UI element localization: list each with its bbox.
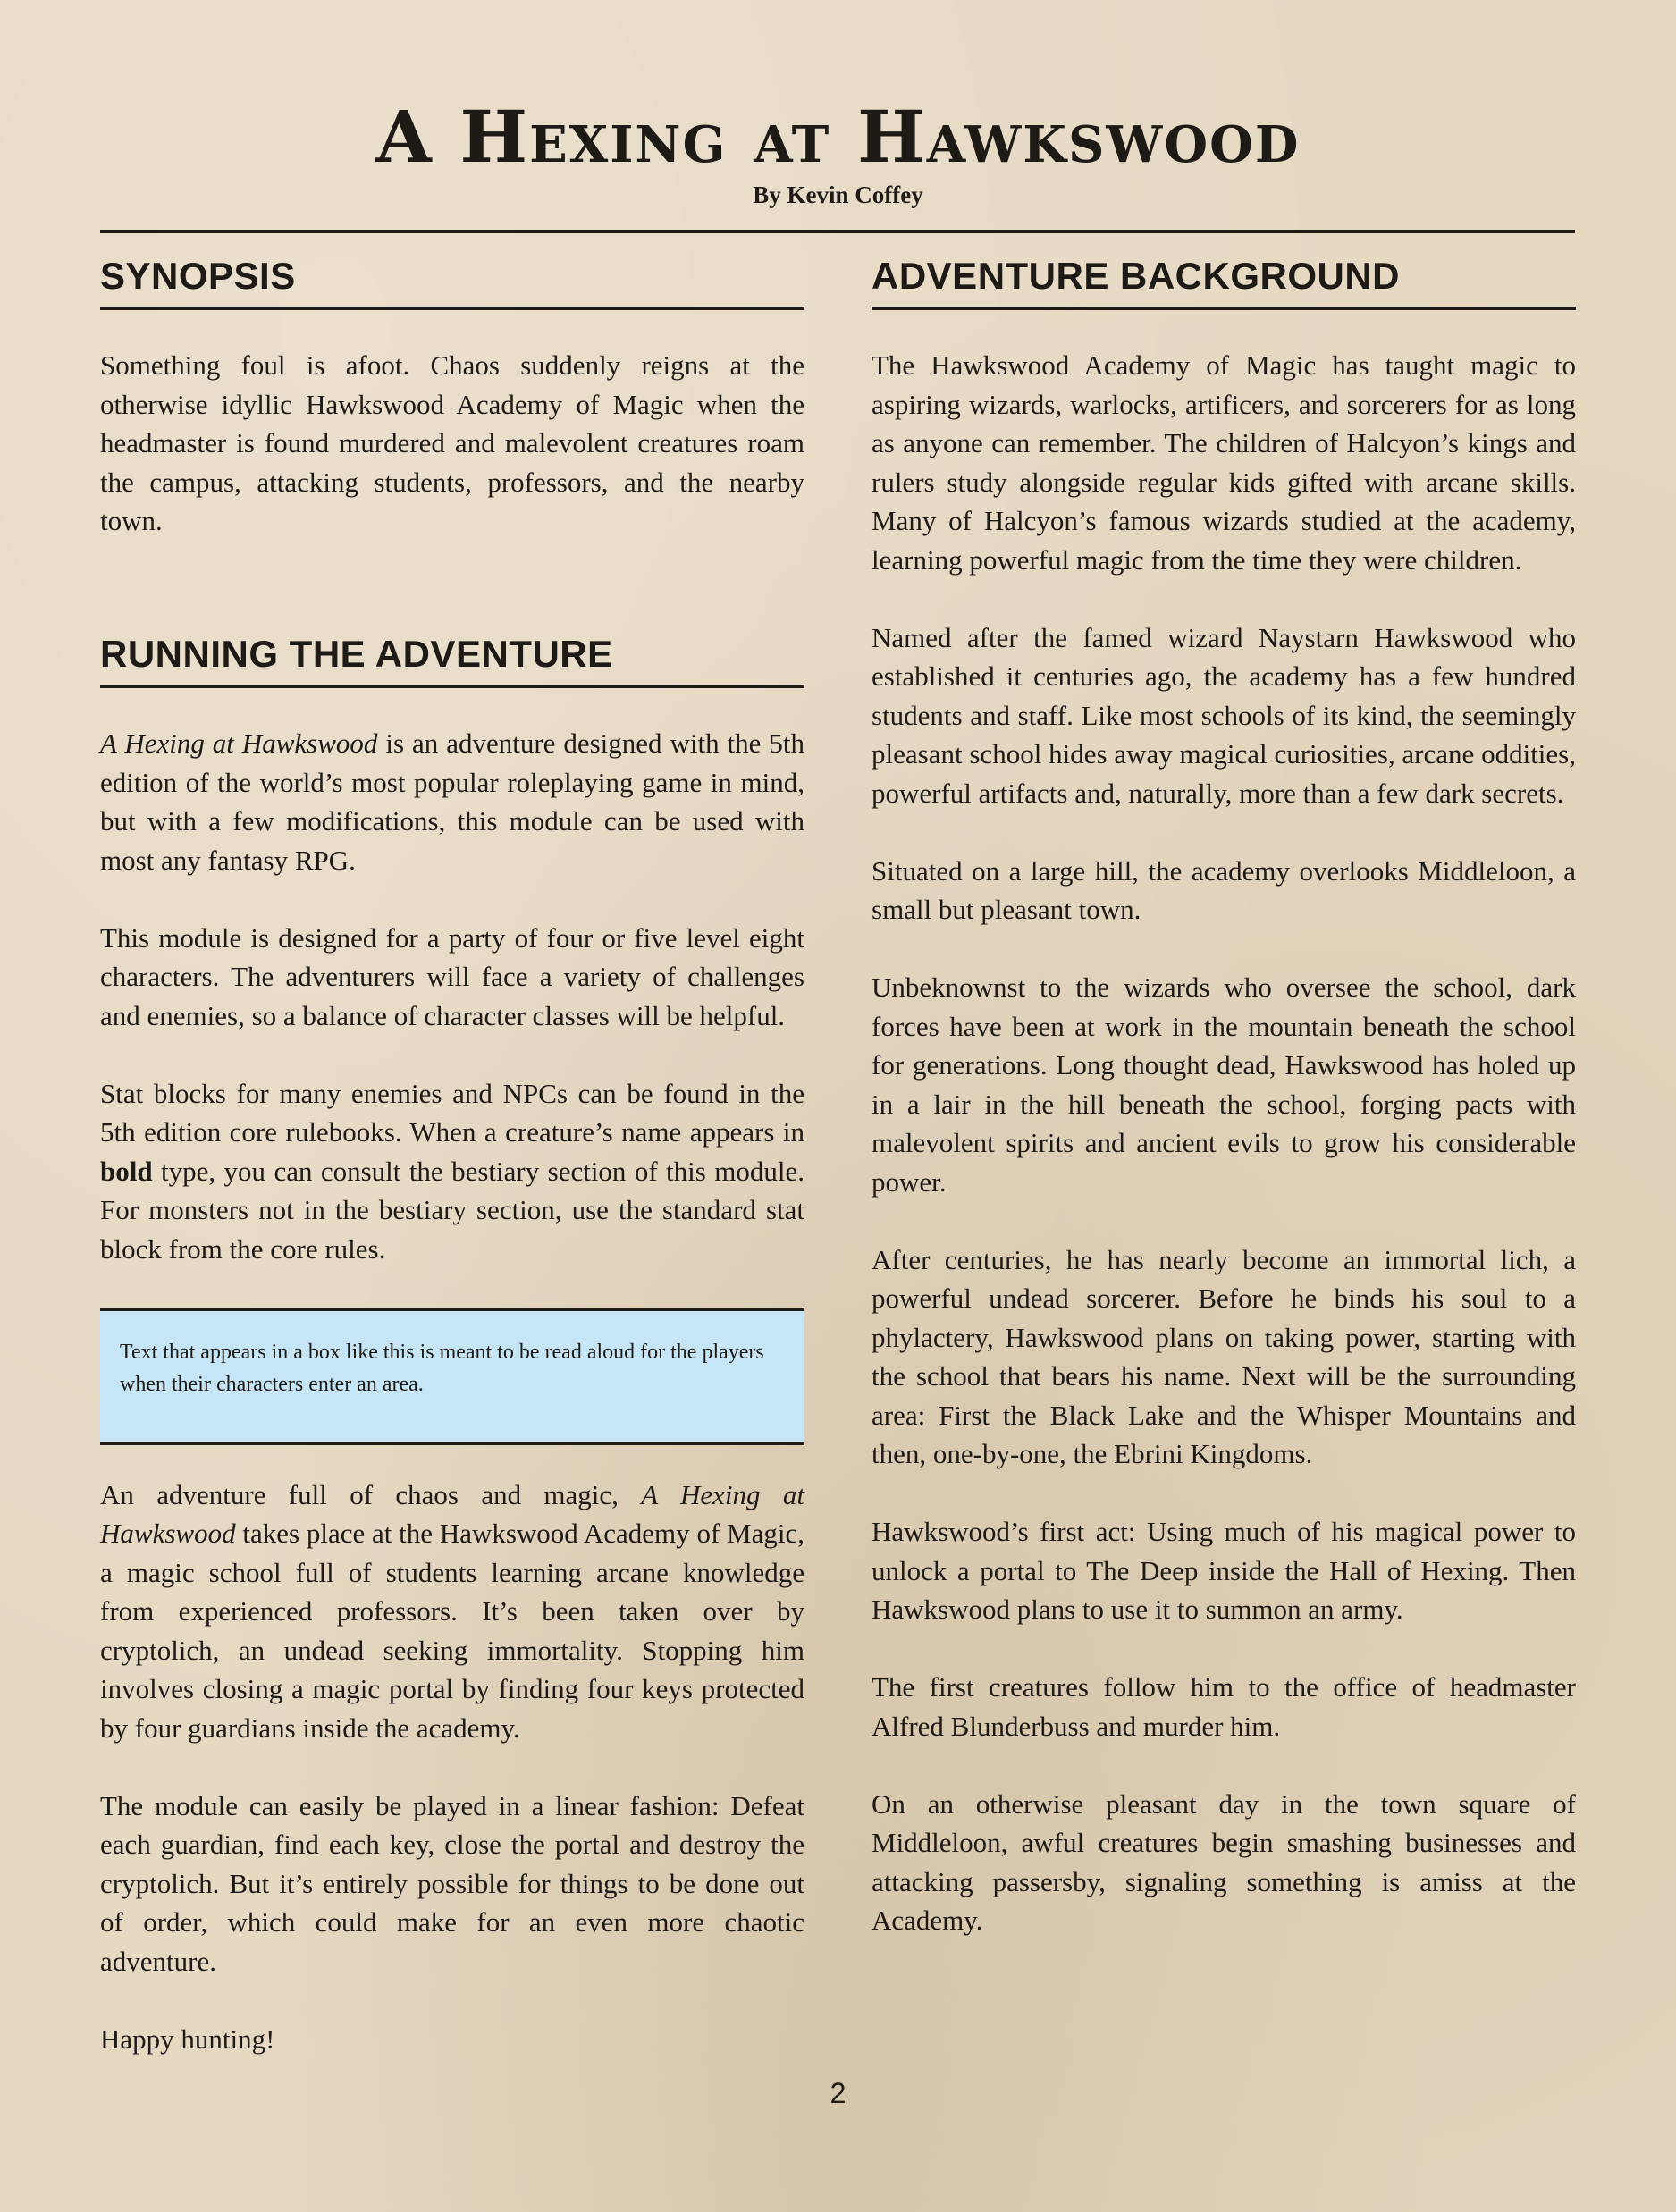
background-paragraph: On an otherwise pleasant day in the town square of Middleloon, awful creatures begin smashing businesses and attacking passersby, signaling something is amiss at the Academy. bbox=[872, 1787, 1576, 1936]
running-paragraph-3-text-b: type, you can consult the bestiary section of this module. For monsters not in the bestiary section, use the standard stat block from the core rules. bbox=[100, 1155, 804, 1265]
page-title: A Hexing at Hawkswood bbox=[375, 95, 1301, 179]
synopsis-paragraph: Something foul is afoot. Chaos suddenly reigns at the otherwise idyllic Hawkswood Academy of Magic when the headmaster is found murdered and malevolent creatures roam the campus, attacking students, professors, and the nearby town. bbox=[100, 349, 804, 536]
background-paragraph: Unbeknownst to the wizards who oversee the school, dark forces have been at work in the mountain beneath the school for generations. Long thought dead, Hawkswood has holed up in a lair in the hill beneath the school, forging pacts with malevolent spirits and ancient evils to grow his considerable power. bbox=[872, 971, 1576, 1198]
read-aloud-text: Text that appears in a box like this is meant to be read aloud for the players when their characters enter an area. bbox=[120, 1340, 764, 1396]
background-paragraph: The Hawkswood Academy of Magic has taught magic to aspiring wizards, warlocks, artificers, and sorcerers for as long as anyone can remember. The children of Halcyon’s kings and rulers study alongside regular kids gifted with arcane skills. Many of Halcyon’s famous wizards studied at the academy, learning powerful magic from the time they were children. bbox=[872, 349, 1576, 576]
author-byline: By Kevin Coffey bbox=[753, 181, 923, 208]
background-paragraph: Situated on a large hill, the academy overlooks Middleloon, a small but pleasant town. bbox=[872, 854, 1576, 925]
running-paragraph-1 bbox=[100, 724, 804, 879]
page-number: 2 bbox=[830, 2077, 846, 2109]
right-column bbox=[872, 253, 1576, 1979]
module-title-italic: A Hexing at Hawkswood bbox=[100, 728, 378, 759]
background-paragraph: Named after the famed wizard Naystarn Hawkswood who established it centuries ago, the academy has a few hundred students and staff. Like most schools of its kind, the seemingly pleasant school hides away magical curiosities, arcane oddities, powerful artifacts and, naturally, more than a few dark secrets. bbox=[872, 621, 1576, 809]
title-divider bbox=[100, 230, 1575, 233]
background-paragraph: After centuries, he has nearly become an immortal lich, a powerful undead sorcerer. Before he binds his soul to a phylactery, Hawkswood plans on taking power, starting with the school that bears his name. Next will be the surrounding area: First the Black Lake and the Whisper Mountains and then, one-by-one, the Ebrini Kingdoms. bbox=[872, 1243, 1576, 1469]
adventure-background-heading: ADVENTURE BACKGROUND bbox=[872, 253, 1576, 310]
running-adventure-heading: RUNNING THE ADVENTURE bbox=[100, 631, 804, 688]
left-column bbox=[100, 253, 804, 2098]
running-paragraph-4-text-a: An adventure full of chaos and magic, bbox=[100, 1478, 642, 1510]
read-aloud-box bbox=[100, 1308, 804, 1445]
running-paragraph-1-text: is an adventure designed with the 5th edition of the world’s most popular roleplaying game in mind, but with a few modifications, this module can be used with most any fantasy RPG. bbox=[100, 728, 804, 876]
running-paragraph-3-text-a: Stat blocks for many enemies and NPCs can be found in the 5th edition core rulebooks. When a creature’s name appears in bbox=[100, 1077, 804, 1148]
running-paragraph-5: The module can easily be played in a linear fashion: Defeat each guardian, find each key, close the portal and destroy the cryptolich. But it’s entirely possible for things to be done out of order, which could make for an even more chaotic adventure. bbox=[100, 1789, 804, 1977]
background-paragraph: Hawkswood’s first act: Using much of his magical power to unlock a portal to The Deep inside the Hall of Hexing. Then Hawkswood plans to use it to summon an army. bbox=[872, 1516, 1576, 1625]
synopsis-heading: SYNOPSIS bbox=[100, 253, 804, 310]
running-paragraph-2: This module is designed for a party of four or five level eight characters. The adventurers will face a variety of challenges and enemies, so a balance of character classes will be helpful. bbox=[100, 921, 804, 1031]
section-spacer bbox=[100, 579, 804, 631]
running-paragraph-3 bbox=[100, 1074, 804, 1269]
background-paragraph: The first creatures follow him to the office of headmaster Alfred Blunderbuss and murder him. bbox=[872, 1671, 1576, 1742]
module-title-italic: A Hexing at Hawkswood bbox=[100, 1478, 804, 1549]
running-paragraph-4 bbox=[100, 1476, 804, 1748]
running-paragraph-4-text-b: takes place at the Hawkswood Academy of Magic, a magic school full of students learning arcane knowledge from experienced professors. It’s been taken over by cryptolich, an undead seeking immortality. Stopping him involves closing a magic portal by finding four keys protected by four guardians inside the academy. bbox=[100, 1518, 804, 1744]
running-paragraph-6: Happy hunting! bbox=[100, 2023, 275, 2055]
bold-word: bold bbox=[100, 1155, 153, 1187]
